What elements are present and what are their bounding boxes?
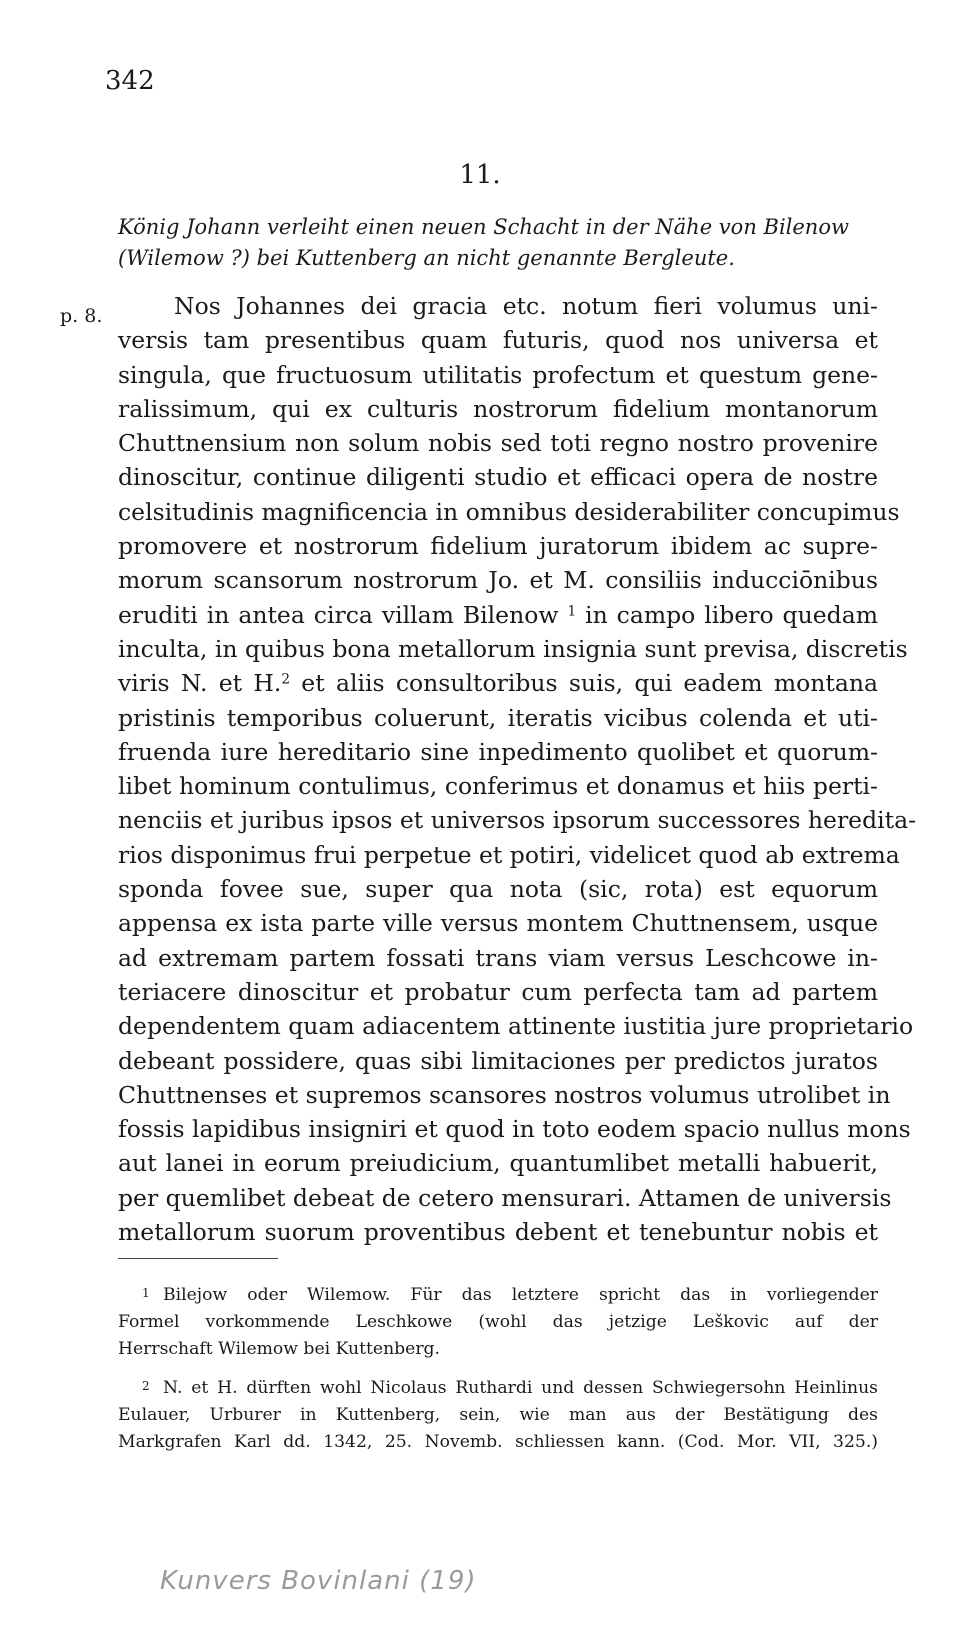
text-line: fossis lapidibus insigniri et quod in toto eodem spacio nullus mons bbox=[118, 1115, 911, 1144]
text-line: per quemlibet debeat de cetero mensurari. Attamen de universis bbox=[118, 1183, 892, 1212]
footnote-ref-1: 1 bbox=[567, 603, 577, 620]
footnote-line: Markgrafen Karl dd. 1342, 25. Novemb. schliessen kann. (Cod. Mor. VII, 325.) bbox=[118, 1432, 878, 1452]
text-line: Chuttnensium non solum nobis sed toti regno nostro provenire bbox=[118, 429, 878, 458]
charter-text bbox=[118, 289, 917, 1249]
text-line: dependentem quam adiacentem attinente iustitia jure proprietario bbox=[118, 1012, 914, 1041]
text-line-with-footnote-1 bbox=[118, 598, 878, 632]
text-line: Nos Johannes dei gracia etc. notum fieri volumus uni- bbox=[174, 292, 878, 320]
footnote-number: 1 bbox=[142, 1286, 150, 1300]
text-line: versis tam presentibus quam futuris, quod nos universa et bbox=[118, 326, 878, 355]
text-segment: in campo libero quedam bbox=[585, 600, 878, 629]
page-number: 342 bbox=[105, 66, 155, 96]
footnote-number: 2 bbox=[142, 1379, 150, 1393]
text-line: singula, que fructuosum utilitatis profectum et questum gene- bbox=[118, 360, 878, 389]
text-line: ad extremam partem fossati trans viam versus Leschcowe in- bbox=[118, 943, 878, 972]
footnote-line: Bilejow oder Wilemow. Für das letztere spricht das in vorliegender bbox=[163, 1285, 878, 1305]
text-line: fruenda iure hereditario sine inpedimento quolibet et quorum- bbox=[118, 737, 878, 766]
footnote-divider bbox=[118, 1258, 278, 1259]
footnote-line: Formel vorkommende Leschkowe (wohl das jetzige Leškovic auf der bbox=[118, 1312, 878, 1332]
text-segment: et aliis consultoribus suis, qui eadem montana bbox=[301, 669, 878, 698]
text-line: debeant possidere, quas sibi limitaciones per predictos juratos bbox=[118, 1046, 878, 1075]
text-line: inculta, in quibus bona metallorum insignia sunt previsa, discretis bbox=[118, 634, 908, 663]
text-line: dinoscitur, continue diligenti studio et efficaci opera de nostre bbox=[118, 463, 878, 492]
text-line: appensa ex ista parte ville versus montem Chuttnensem, usque bbox=[118, 909, 878, 938]
text-line: pristinis temporibus coluerunt, iteratis vicibus colenda et uti- bbox=[118, 703, 878, 732]
margin-page-reference: p. 8. bbox=[60, 305, 103, 327]
text-line: promovere et nostrorum fidelium juratorum ibidem ac supre- bbox=[118, 532, 878, 561]
text-line: sponda fovee sue, super qua nota (sic, rota) est equorum bbox=[118, 875, 878, 904]
text-line: libet hominum contulimus, conferimus et donamus et hiis perti- bbox=[118, 772, 878, 801]
heading-line-1: König Johann verleiht einen neuen Schacht in der Nähe von Bilenow bbox=[118, 215, 849, 239]
text-line: morum scansorum nostrorum Jo. et M. consiliis inducciōnibus bbox=[118, 566, 878, 595]
text-line-with-footnote-2 bbox=[118, 666, 878, 700]
footnote-line: N. et H. dürften wohl Nicolaus Ruthardi und dessen Schwiegersohn Heinlinus bbox=[163, 1378, 878, 1398]
document-number: 11. bbox=[459, 160, 501, 190]
heading-line-2: (Wilemow ?) bei Kuttenberg an nicht genannte Bergleute. bbox=[118, 246, 735, 270]
text-line: nenciis et juribus ipsos et universos ipsorum successores heredita- bbox=[118, 806, 917, 835]
document-heading bbox=[118, 212, 878, 274]
text-line: aut lanei in eorum preiudicium, quantumlibet metalli habuerit, bbox=[118, 1149, 878, 1178]
text-line: celsitudinis magnificencia in omnibus desiderabiliter concupimus bbox=[118, 497, 900, 526]
footnote-line: Eulauer, Urburer in Kuttenberg, sein, wie man aus der Bestätigung des bbox=[118, 1405, 878, 1425]
footnote-2 bbox=[118, 1375, 878, 1456]
footnotes bbox=[118, 1282, 878, 1468]
text-line: Chuttnenses et supremos scansores nostros volumus utrolibet in bbox=[118, 1080, 891, 1109]
footnote-1 bbox=[118, 1282, 878, 1363]
text-line: metallorum suorum proventibus debent et tenebuntur nobis et bbox=[118, 1218, 878, 1247]
text-line: rios disponimus frui perpetue et potiri, videlicet quod ab extrema bbox=[118, 840, 900, 869]
footnote-line: Herrschaft Wilemow bei Kuttenberg. bbox=[118, 1339, 441, 1359]
handwritten-annotation: Kunvers Bovinlani (19) bbox=[160, 1566, 477, 1596]
text-segment: viris N. et H. bbox=[118, 669, 282, 698]
text-line: teriacere dinoscitur et probatur cum perfecta tam ad partem bbox=[118, 977, 878, 1006]
footnote-ref-2: 2 bbox=[281, 671, 290, 688]
text-line: ralissimum, qui ex culturis nostrorum fidelium montanorum bbox=[118, 394, 878, 423]
text-segment: eruditi in antea circa villam Bilenow bbox=[118, 600, 559, 629]
